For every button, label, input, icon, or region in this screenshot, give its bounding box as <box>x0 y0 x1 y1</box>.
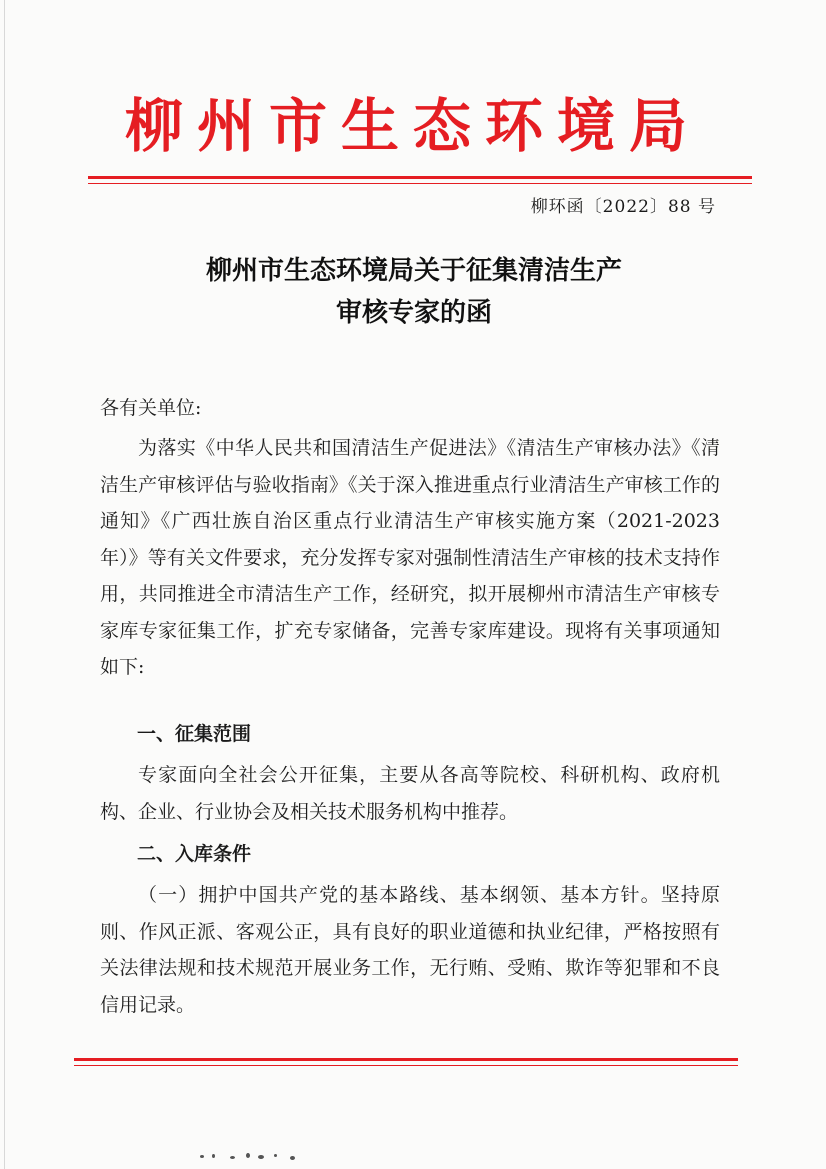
letterhead-rule-thick <box>88 176 752 179</box>
document-title-line1: 柳州市生态环境局关于征集清洁生产 <box>205 256 622 286</box>
document-title-line2: 审核专家的函 <box>335 298 492 328</box>
intro-paragraph: 为落实《中华人民共和国清洁生产促进法》《清洁生产审核办法》《清洁生产审核评估与验收指南》《关于深入推进重点行业清洁生产审核工作的通知》《广西壮族自治区重点行业清洁生产审核实施方案（2021-2023年）》等有关文件要求，充分发挥专家对强制性清洁生产审核的技术支持作用，共同推进全市清洁生产工作，经研究，拟开展柳州市清洁生产审核专家库专家征集工作，扩充专家储备，完善专家库建设。现将有关事项通知如下: <box>100 437 720 678</box>
document-number: 柳环函〔2022〕88 号 <box>530 197 716 217</box>
document-title <box>100 250 728 334</box>
letterhead-rule-thin <box>88 183 752 184</box>
section2-item1: （一）拥护中国共产党的基本路线、基本纲领、基本方针。坚持原则、作风正派、客观公正，具有良好的职业道德和执业纪律，严格按照有关法律法规和技术规范开展业务工作，无行贿、受贿、欺诈等犯罪和不良信用记录。 <box>100 884 720 1016</box>
section1-paragraph: 专家面向全社会公开征集，主要从各高等院校、科研机构、政府机构、企业、行业协会及相关技术服务机构中推荐。 <box>100 764 720 823</box>
page-edge <box>4 0 5 1169</box>
scan-specks <box>200 1152 310 1162</box>
footer-rule-thin <box>74 1065 738 1066</box>
section1-heading: 一、征集范围 <box>137 723 252 745</box>
salutation: 各有关单位: <box>100 397 202 419</box>
letterhead-organization: 柳州市生态环境局 <box>124 92 701 160</box>
section2-heading: 二、入库条件 <box>137 843 252 865</box>
footer-rule-thick <box>74 1058 738 1061</box>
